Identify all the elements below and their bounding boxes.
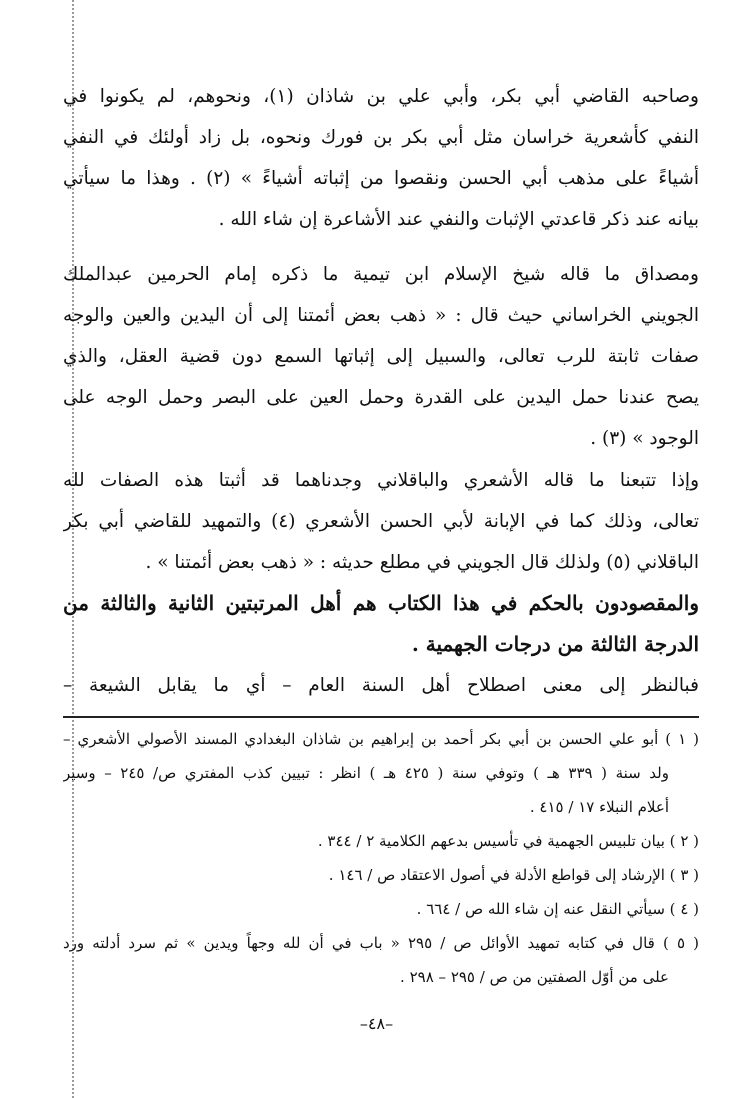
text-line: بيانه عند ذكر قاعدتي الإثبات والنفي عند الأشاعرة إن شاء الله . xyxy=(218,209,699,230)
footnote-line: ( ٤ ) سيأتي النقل عنه إن شاء الله ص / ٦٦٤ . xyxy=(416,900,699,918)
page-number: –٤٨– xyxy=(359,1014,394,1033)
text-line: وإذا تتبعنا ما قاله الأشعري والباقلاني وجدناهما قد أثبتا هذه الصفات لله xyxy=(63,470,699,491)
paragraph-2 xyxy=(63,254,699,459)
text-line: ومصداق ما قاله شيخ الإسلام ابن تيمية ما ذكره إمام الحرمين عبدالملك xyxy=(63,264,699,285)
footnote-line: ولد سنة ( ٣٣٩ هـ ) وتوفي سنة ( ٤٢٥ هـ ) انظر : تبيين كذب المفتري ص/ ٢٤٥ – وسير xyxy=(63,764,669,782)
text-line: الدرجة الثالثة من درجات الجهمية . xyxy=(411,632,699,656)
footnote-line: ( ١ ) أبو علي الحسن بن أبي بكر أحمد بن إبراهيم بن شاذان البغدادي المسند الأصولي الأشعري – xyxy=(63,730,699,748)
text-line: الجويني الخراساني حيث قال : « ذهب بعض أئمتنا إلى أن اليدين والعين والوجه xyxy=(63,305,699,326)
footnotes xyxy=(63,722,699,994)
text-line: وصاحبه القاضي أبي بكر، وأبي علي بن شاذان (١)، ونحوهم، لم يكونوا في xyxy=(63,86,699,107)
footnote-line: ( ٥ ) قال في كتابه تمهيد الأوائل ص / ٢٩٥ « باب في أن لله وجهاً ويدين » ثم سرد أدلته ورد xyxy=(63,934,699,952)
footnote-3 xyxy=(63,858,699,892)
footnote-4 xyxy=(63,892,699,926)
text-line: أشياءً على مذهب أبي الحسن ونقصوا من إثباته أشياءً » (٢) . وهذا ما سيأتي xyxy=(63,168,699,189)
paragraph-3 xyxy=(63,460,699,583)
footnote-2 xyxy=(63,824,699,858)
text-line: صفات ثابتة للرب تعالى، والسبيل إلى إثباتها السمع دون قضية العقل، والذي xyxy=(63,346,699,367)
text-line: يصح عندنا حمل اليدين على القدرة وحمل العين على البصر وحمل الوجه على xyxy=(63,387,699,408)
footnote-5 xyxy=(63,926,699,994)
footnote-line: أعلام النبلاء ١٧ / ٤١٥ . xyxy=(529,798,669,816)
text-line: فبالنظر إلى معنى اصطلاح أهل السنة العام – أي ما يقابل الشيعة – xyxy=(63,675,699,696)
paragraph-4-bold xyxy=(63,583,699,665)
text-line: تعالى، وذلك كما في الإبانة لأبي الحسن الأشعري (٤) والتمهيد للقاضي أبي بكر xyxy=(63,511,699,532)
text-line: النفي كأشعرية خراسان مثل أبي بكر بن فورك ونحوه، بل زاد أولئك في النفي xyxy=(63,127,699,148)
footnote-line: ( ٣ ) الإرشاد إلى قواطع الأدلة في أصول الاعتقاد ص / ١٤٦ . xyxy=(328,866,699,884)
text-line: والمقصودون بالحكم في هذا الكتاب هم أهل المرتبتين الثانية والثالثة من xyxy=(63,591,699,615)
footnote-line: على من أوّل الصفتين من ص / ٢٩٥ – ٢٩٨ . xyxy=(400,968,669,986)
footnote-1 xyxy=(63,722,699,824)
paragraph-1 xyxy=(63,76,699,240)
text-line: الباقلاني (٥) ولذلك قال الجويني في مطلع حديثه : « ذهب بعض أئمتنا » . xyxy=(145,552,699,573)
footnote-line: ( ٢ ) بيان تلبيس الجهمية في تأسيس بدعهم الكلامية ٢ / ٣٤٤ . xyxy=(317,832,699,850)
footnote-separator xyxy=(63,716,699,718)
paragraph-5 xyxy=(63,665,699,706)
text-line: الوجود » (٣) . xyxy=(590,428,699,449)
